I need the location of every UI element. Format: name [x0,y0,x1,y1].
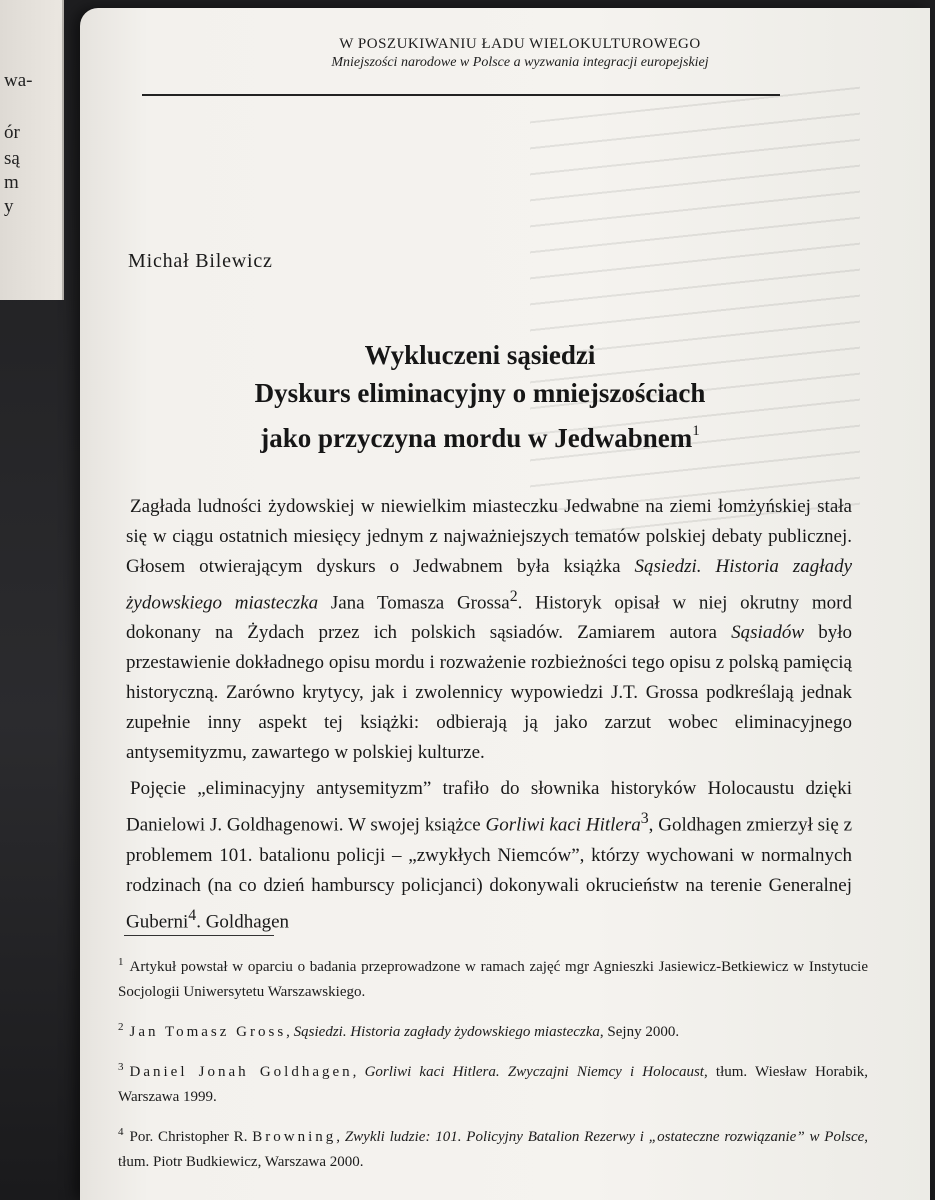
footnote-title: Gorliwi kaci Hitlera. Zwyczajni Niemcy i Holocaust [364,1064,704,1080]
previous-page-fragment: są [4,148,20,169]
footnote-text: Artykuł powstał w oparciu o badania przeprowadzone w ramach zajęć mgr Agnieszki Jasiewicz-Betkiewicz w Instytucie Socjologii Uniwersytetu Warszawskiego. [118,959,868,1000]
article-body [126,492,852,937]
running-header [240,36,800,71]
title-line: Wykluczeni sąsiedzi [364,340,596,370]
footnote-title: Zwykli ludzie: 101. Policyjny Batalion Rezerwy i „ostateczne rozwiązanie” w Polsce [344,1129,865,1145]
footnote-ref: 2 [509,588,518,605]
footnote-ref: 4 [188,906,197,924]
title-line-text: jako przyczyna mordu w Jedwabnem [260,423,693,453]
text-run: Zagłada ludności żydowskiej w niewielkim miasteczku Jedwabne na ziemi łomżyńskiej stała się w ciągu ostatnich miesięcy jednym z najważniejszych tematów polskiej debaty publicznej. Głosem otwierającym dyskurs o Jedwabnem była książka [126,496,852,577]
footnote-number: 3 [118,1061,124,1073]
article-author: Michał Bilewicz [128,250,273,272]
footnote-ref: 3 [640,810,649,828]
text-run: było przestawienie dokładnego opisu mordu i rozważenie rozbieżności tego opisu z polską pamięcią historyczną. Zarówno krytycy, jak i zwolennicy wypowiedzi J.T. Grossa podkreślają jednak zupełnie inny aspekt tej książki: odbierają ją jako zarzut wobec eliminacyjnego antysemityzmu, zawartego w polskiej kulturze. [126,622,853,764]
text-run: Jana Tomasza Grossa [318,592,510,614]
text-run: , Goldhagen zmierzył się z problemem 101. batalionu policji – „zwykłych Niemców”, którzy wychowani w normalnych rodzinach (na co dzień hamburscy policjanci) dokonywali okrucieństw na terenie Generalnej Guberni [126,814,852,932]
footnote-number: 2 [118,1021,124,1033]
text-run: Pojęcie „eliminacyjny antysemityzm” trafiło do słownika historyków Holocaustu dzięki Danielowi J. Goldhagenowi. W swojej książce [126,778,852,836]
book-title: Sąsiadów [731,622,805,644]
running-subtitle: Mniejszości narodowe w Polsce a wyzwania integracji europejskiej [331,55,709,70]
footnote-number: 4 [118,1126,124,1138]
footnote [118,950,868,1005]
header-rule [142,94,780,96]
footnote-title: Sąsiedzi. Historia zagłady żydowskiego miasteczka [293,1024,600,1040]
previous-page-fragment: ór [4,122,20,143]
text-run: . Goldhagen [196,910,290,932]
title-line: Dyskurs eliminacyjny o mniejszościach [254,378,706,408]
footnote: $^4$ Por. Christopher R. Browning, Zwykli ludzie: 101. Policyjny Batalion Rezerwy i „ostateczne rozwiązanie” w Polsce, tłum. Piotr Budkiewicz, Warszawa 2000. [118,1126,869,1170]
book-title: Sąsiedzi. Historia zagłady żydowskiego miasteczka [126,556,852,614]
footnote-text: , tłum. Piotr Budkiewicz, Warszawa 2000. [118,1129,869,1170]
footnote-number: 1 [118,956,124,968]
footnote-author: Jan Tomasz Gross [129,1024,287,1040]
paragraph [126,492,852,768]
footnote-text: Por. Christopher R. [129,1129,253,1145]
title-line [180,412,780,457]
footnote-author: Daniel Jonah Goldhagen [129,1064,353,1080]
footnote-author: Browning [252,1129,337,1145]
footnote-ref: 1 [692,423,700,439]
show-through-text [530,87,860,542]
footnote-rule [124,935,274,936]
footnotes [118,950,868,1185]
running-title: W POSZUKIWANIU ŁADU WIELOKULTUROWEGO [339,36,701,52]
previous-page-edge [0,0,64,300]
book-title: Gorliwi kaci Hitlera [485,814,641,836]
footnote-text: , Sejny 2000. [599,1024,680,1040]
text-run: . Historyk opisał w niej okrutny mord dokonany na Żydach przez ich polskich sąsiadów. Zamiarem autora [126,592,852,644]
previous-page-fragment: y [4,196,14,217]
article-title [180,336,780,457]
footnote: $^3$ Daniel Jonah Goldhagen, Gorliwi kaci Hitlera. Zwyczajni Niemcy i Holocaust, tłum. Wiesław Horabik, Warszawa 1999. [118,1061,869,1105]
previous-page-fragment: wa- [4,70,33,91]
paragraph [126,774,852,937]
previous-page-fragment: m [4,172,19,193]
footnote: $^2$ Jan Tomasz Gross, Sąsiedzi. Historia zagłady żydowskiego miasteczka, Sejny 2000. [118,1021,680,1040]
footnote-text: , tłum. Wiesław Horabik, Warszawa 1999. [118,1064,869,1105]
